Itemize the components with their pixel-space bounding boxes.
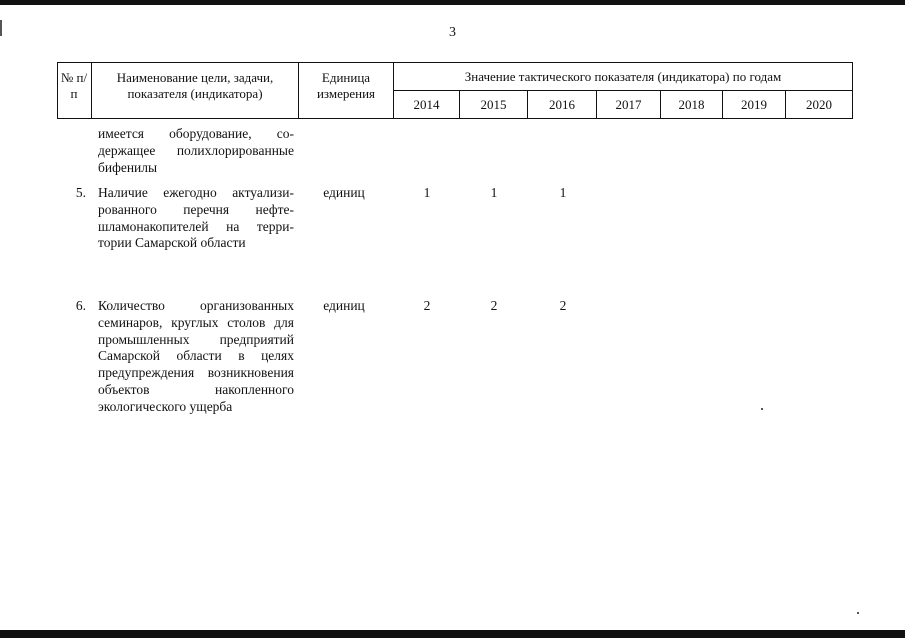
year-2016: 2016 [549,97,575,112]
row-number: 6. [75,298,86,313]
row-unit: единиц [323,185,365,200]
header-num: № п/п [60,70,88,101]
scan-speck [857,612,859,614]
row-value-2014: 2 [423,298,431,313]
header-left-border [57,62,58,119]
row-value-2015: 1 [490,185,498,200]
header-bottom-border [57,118,852,119]
row-number: 5. [75,185,86,200]
header-top-border [57,62,852,63]
header-values: Значение тактического показателя (индикатора) по годам [464,69,782,84]
row-value-2014: 1 [423,185,431,200]
row-name: Наличие ежегодно актуализированного перечня нефтешламонакопителей на территории Самарской области [98,185,294,251]
row-unit: единиц [323,298,365,313]
header-col-sep [91,62,92,119]
row-value-2015: 2 [490,298,498,313]
row-value-2016: 1 [559,185,567,200]
header-unit: Единица измерения [316,70,376,101]
scan-bottom-edge [0,630,905,638]
year-2018: 2018 [678,97,705,112]
year-2020: 2020 [806,97,832,112]
year-2019: 2019 [741,97,767,112]
row-name: имеется оборудование, содержащее полихлорированные бифенилы [98,126,294,175]
header-years-divider [393,90,852,91]
header-name: Наименование цели, задачи, показателя (индикатора) [116,70,274,101]
row-name: Количество организованных семинаров, круглых столов для промышленных предприятий Самарской области в целях предупреждения возникновения объектов накопленного экологического ущерба [98,298,294,414]
header-col-sep [298,62,299,119]
year-2015: 2015 [480,97,507,112]
page-number: 3 [449,25,456,40]
scan-top-edge [0,0,905,5]
header-right-border [852,62,853,119]
scan-speck [761,408,763,410]
year-2014: 2014 [413,97,440,112]
row-value-2016: 2 [559,298,567,313]
year-2017: 2017 [615,97,642,112]
